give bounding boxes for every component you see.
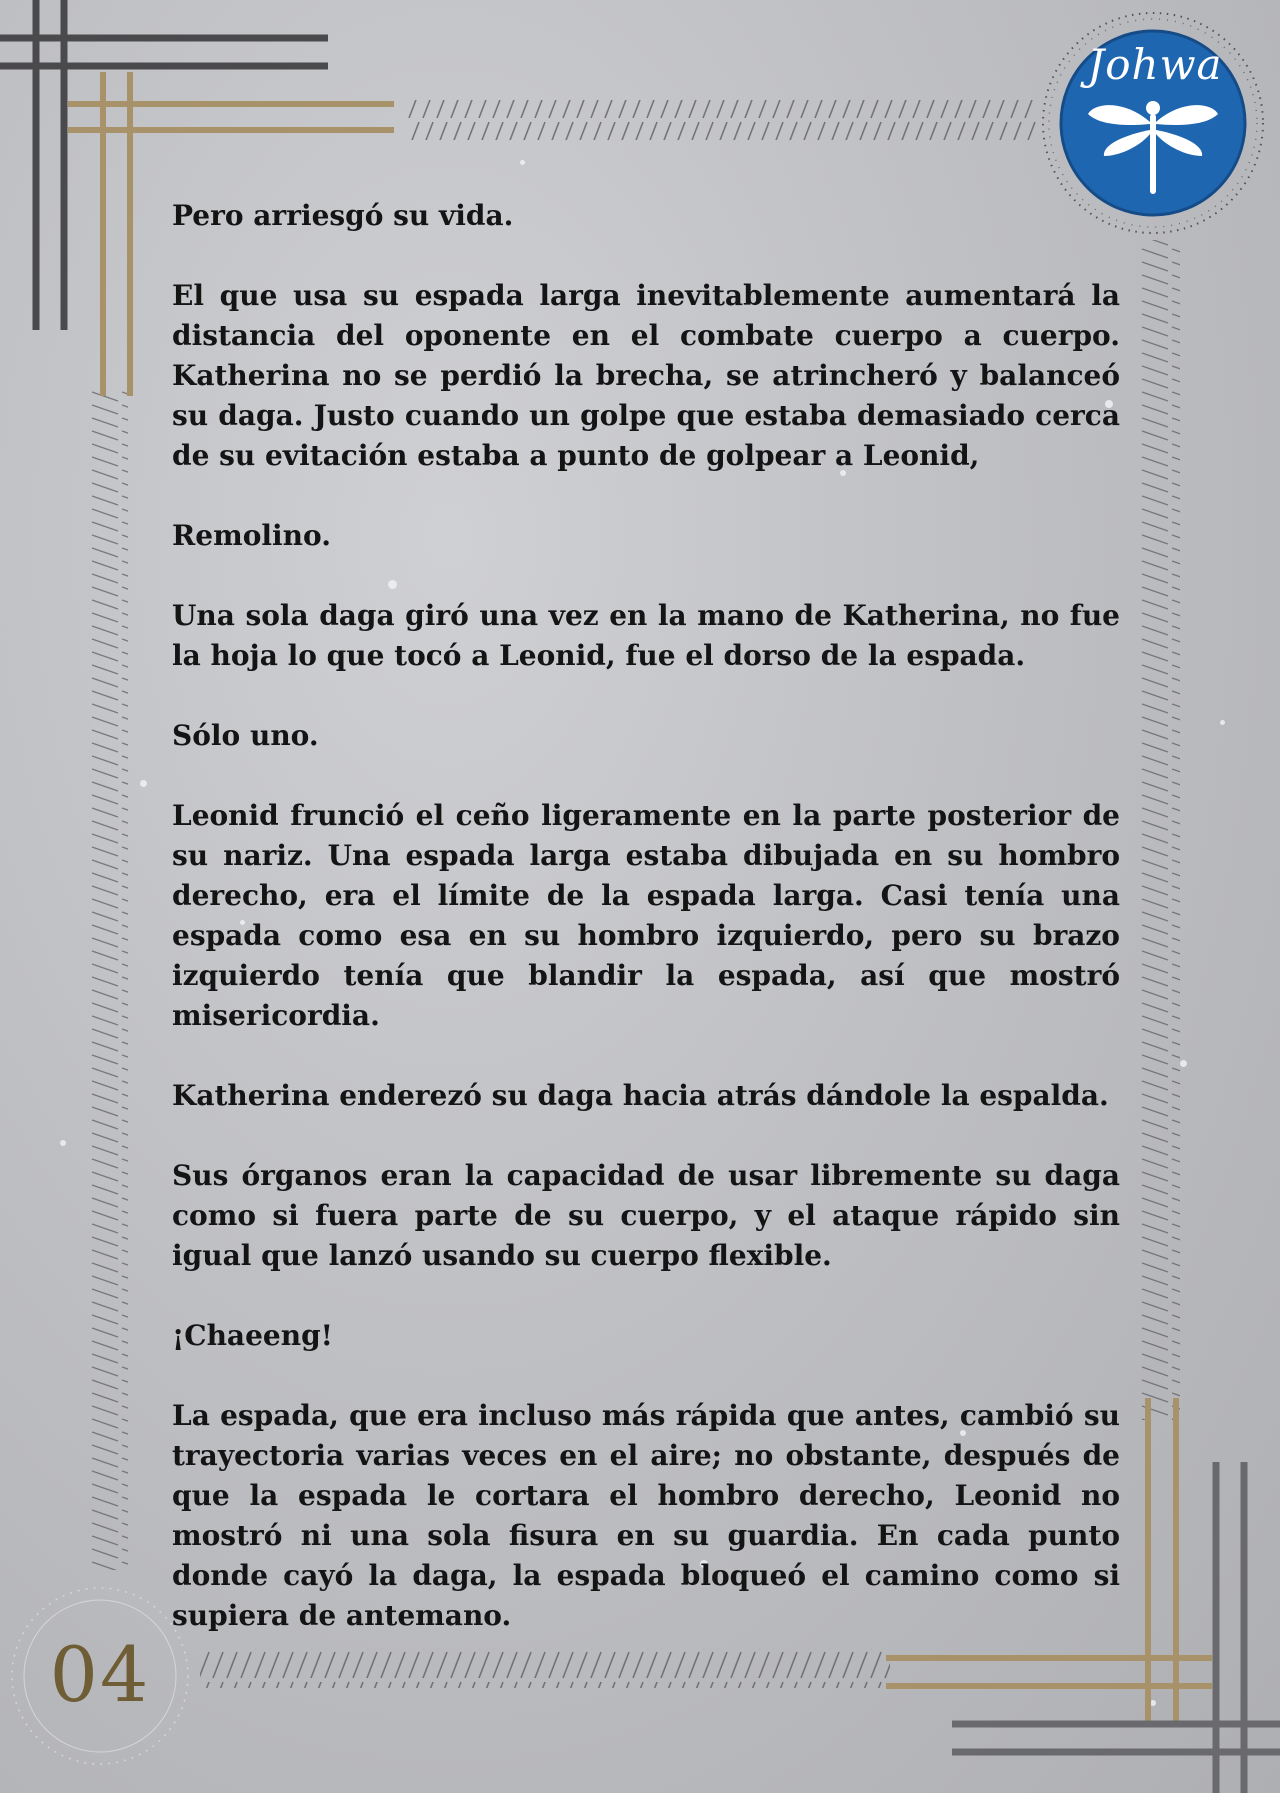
left-hatch-band [88,390,128,1570]
paragraph: Katherina enderezó su daga hacia atrás dándole la espalda. [172,1079,1109,1112]
paragraph: Sus órganos eran la capacidad de usar libremente su daga como si fuera parte de su cuerpo, y el ataque rápido sin igual que lanzó usando su cuerpo flexible. [172,1159,1120,1272]
paragraph: Una sola daga giró una vez en la mano de Katherina, no fue la hoja lo que tocó a Leonid, fue el dorso de la espada. [172,599,1120,672]
bottom-hatch-band [200,1648,890,1688]
paragraph: Leonid frunció el ceño ligeramente en la parte posterior de su nariz. Una espada larga estaba dibujada en su hombro derecho, era el límite de la espada larga. Casi tenía una espada como esa en su hombro izquierdo, pero su brazo izquierdo tenía que blandir la espada, así que mostró misericordia. [172,799,1120,1032]
logo-wordmark: Johwa [1087,40,1223,89]
right-hatch-band [1140,240,1180,1420]
paragraph: ¡Chaeeng! [172,1319,333,1352]
top-hatch-band [408,100,1038,140]
story-text [172,196,1120,1636]
paragraph: Remolino. [172,519,331,552]
paragraph: El que usa su espada larga inevitablemente aumentará la distancia del oponente en el combate cuerpo a cuerpo. Katherina no se perdió la brecha, se atrincheró y balanceó su daga. Justo cuando un golpe que estaba demasiado cerca de su evitación estaba a punto de golpear a Leonid, [172,279,1120,472]
paragraph: La espada, que era incluso más rápida que antes, cambió su trayectoria varias veces en el aire; no obstante, después de que la espada le cortara el hombro derecho, Leonid no mostró ni una sola fisura en su guardia. En cada punto donde cayó la daga, la espada bloqueó el camino como si supiera de antemano. [172,1399,1120,1632]
paragraph: Pero arriesgó su vida. [172,199,514,232]
page-number: 04 [49,1630,151,1719]
paragraph: Sólo uno. [172,719,319,752]
